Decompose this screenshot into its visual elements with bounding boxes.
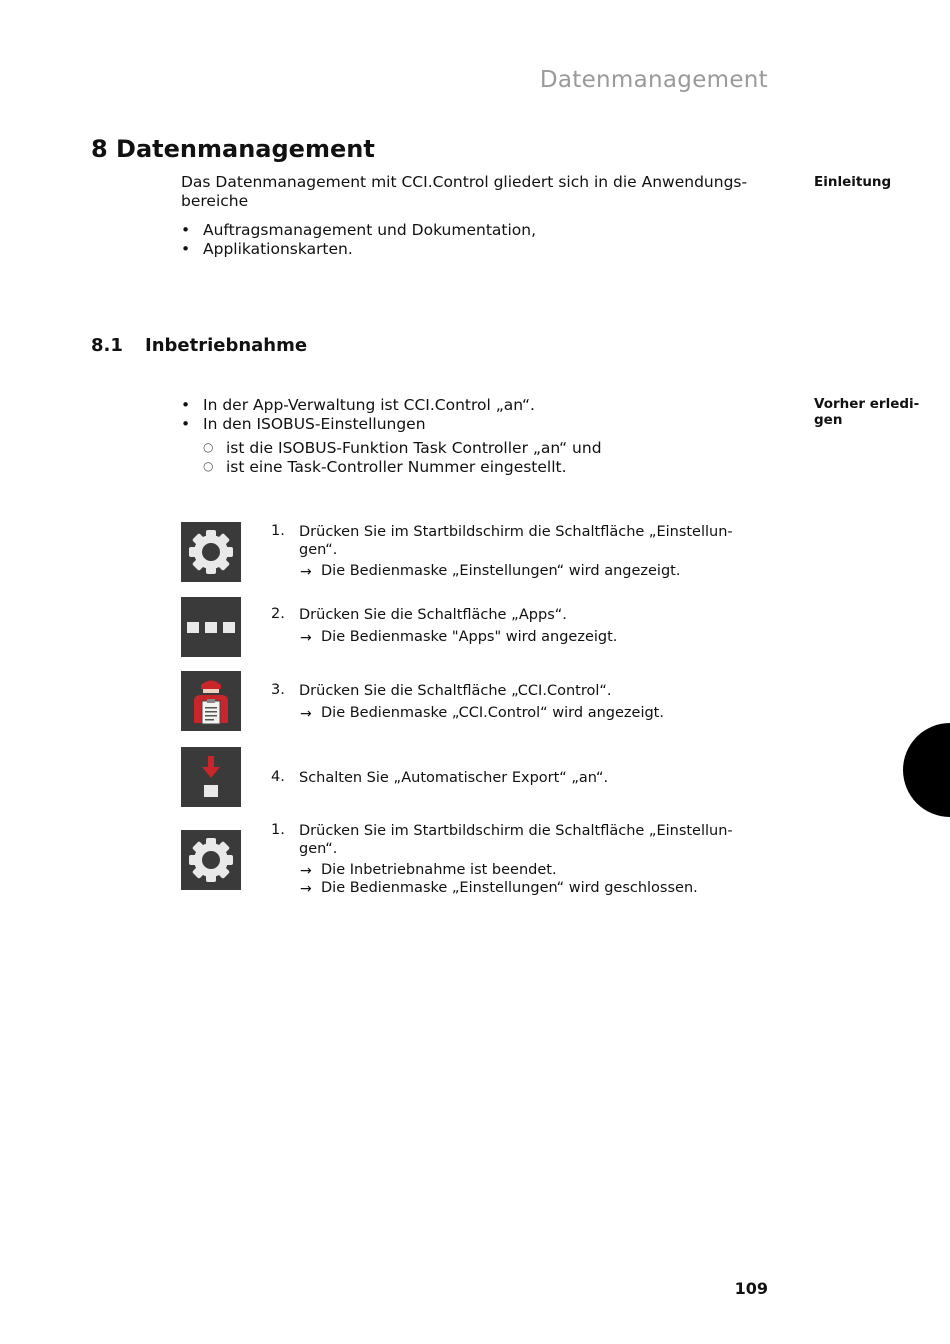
intro-text-line-1: Das Datenmanagement mit CCI.Control gliedert sich in die Anwendungs- [181, 173, 748, 191]
running-header: Datenmanagement [539, 67, 768, 93]
page-number: 109 [734, 1279, 768, 1298]
sub-list-item: ist eine Task-Controller Nummer eingestellt. [226, 458, 567, 476]
step-number: 3. [271, 682, 285, 698]
result-arrow: → [300, 863, 312, 879]
result-arrow: → [300, 881, 312, 897]
sub-list-item: ist die ISOBUS-Funktion Task Controller „an“ und [226, 439, 602, 457]
list-item: In der App-Verwaltung ist CCI.Control „an“. [203, 396, 535, 414]
apps-icon [181, 597, 241, 657]
margin-label-vorher-line-2: gen [814, 412, 843, 428]
margin-label-vorher-line-1: Vorher erledi- [814, 396, 920, 412]
list-item: Applikationskarten. [203, 240, 353, 258]
chapter-title: 8 Datenmanagement [91, 135, 375, 163]
step-text-line-2: gen“. [299, 542, 338, 558]
step-number: 1. [271, 822, 285, 838]
step-text-line-1: Schalten Sie „Automatischer Export“ „an“. [299, 770, 609, 786]
step-text-line-1: Drücken Sie die Schaltfläche „Apps“. [299, 607, 567, 623]
bullet-marker: • [181, 221, 191, 239]
margin-label-einleitung: Einleitung [814, 174, 892, 190]
result-arrow: → [300, 564, 312, 580]
gear-icon [181, 522, 241, 582]
bullet-marker: • [181, 240, 191, 258]
gear-icon [181, 830, 241, 890]
step-result: Die Bedienmaske „Einstellungen“ wird angezeigt. [321, 563, 681, 579]
bullet-marker: • [181, 396, 191, 414]
step-number: 2. [271, 606, 285, 622]
chapter-thumb-tab [903, 723, 950, 817]
sub-bullet-marker: ○ [203, 459, 214, 473]
section-number: 8.1 [91, 335, 123, 356]
step-result: Die Inbetriebnahme ist beendet. [321, 862, 557, 878]
step-result: Die Bedienmaske „Einstellungen“ wird geschlossen. [321, 880, 698, 896]
step-text-line-1: Drücken Sie im Startbildschirm die Schaltfläche „Einstellun- [299, 823, 733, 839]
step-text-line-1: Drücken Sie im Startbildschirm die Schaltfläche „Einstellun- [299, 524, 733, 540]
step-number: 4. [271, 769, 285, 785]
export-icon [181, 747, 241, 807]
list-item: Auftragsmanagement und Dokumentation, [203, 221, 537, 239]
intro-text-line-2: bereiche [181, 192, 249, 210]
list-item: In den ISOBUS-Einstellungen [203, 415, 426, 433]
result-arrow: → [300, 630, 312, 646]
section-title: Inbetriebnahme [145, 335, 308, 356]
step-text-line-2: gen“. [299, 841, 338, 857]
sub-bullet-marker: ○ [203, 440, 214, 454]
step-result: Die Bedienmaske "Apps" wird angezeigt. [321, 629, 618, 645]
step-number: 1. [271, 523, 285, 539]
step-result: Die Bedienmaske „CCI.Control“ wird angezeigt. [321, 705, 664, 721]
bullet-marker: • [181, 415, 191, 433]
cci-control-icon [181, 671, 241, 731]
step-text-line-1: Drücken Sie die Schaltfläche „CCI.Control“. [299, 683, 612, 699]
result-arrow: → [300, 706, 312, 722]
